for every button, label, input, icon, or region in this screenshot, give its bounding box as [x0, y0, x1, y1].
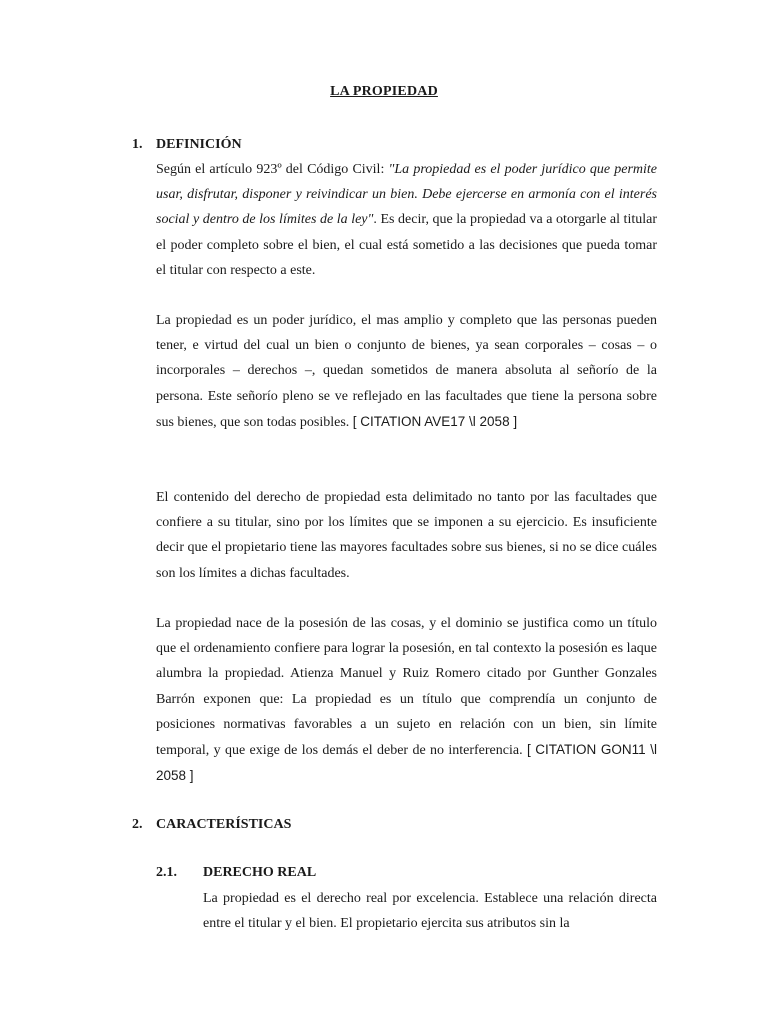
paragraph-definicion-3: El contenido del derecho de propiedad esta delimitado no tanto por las facultades que confiere a su titular, sino por los límites que se imponen a su ejercicio. Es insuficiente decir que el propietario tiene las mayores facultades sobre sus bienes, si no se dice cuáles son los límites a dichas facultades. — [156, 490, 657, 581]
document-title: LA PROPIEDAD — [330, 84, 438, 99]
paragraph-definicion-4 — [156, 611, 657, 789]
subsection-title: DERECHO REAL — [203, 865, 317, 880]
section-heading-caracteristicas — [132, 817, 291, 833]
citation-field: [ CITATION AVE17 \l 2058 ] — [352, 413, 518, 429]
section-number: 1. — [132, 137, 143, 152]
paragraph-rest: . Es decir, que la propiedad va a otorgarle al titular el poder completo sobre el bien, el cual está sometido a las decisiones que pueda tomar el titular con respecto a este. — [156, 212, 657, 278]
paragraph-definicion-1 — [156, 157, 657, 283]
paragraph-intro: Según el artículo 923º del Código Civil: — [156, 162, 389, 177]
section-heading-definicion — [132, 137, 242, 153]
paragraph-text: La propiedad nace de la posesión de las cosas, y el dominio se justifica como un título que el ordenamiento confiere para lograr la posesión, en tal contexto la posesión es laque alumbra la propiedad. Atienza Manuel y Ruiz Romero citado por Gunther Gonzales Barrón exponen que: La propiedad es un título que comprendía un conjunto de posiciones normativas favorables a un sujeto en relación con un bien, sin límite temporal, y que exige de los demás el deber de no interferencia. — [156, 616, 657, 759]
section-title: DEFINICIÓN — [156, 137, 242, 152]
paragraph-derecho-real-1: La propiedad es el derecho real por excelencia. Establece una relación directa entre el titular y el bien. El propietario ejercita sus atributos sin la — [203, 891, 657, 932]
legal-quote: "La propiedad es el poder jurídico que permite usar, disfrutar, disponer y reivindicar un bien. Debe ejercerse en armonía con el interés social y dentro de los límites de la ley" — [156, 162, 657, 228]
subsection-number: 2.1. — [156, 865, 177, 880]
paragraph-text: La propiedad es un poder jurídico, el mas amplio y completo que las personas pueden tener, e virtud del cual un bien o conjunto de bienes, ya sean corporales – cosas – o incorporales – derechos –, quedan sometidos de manera absoluta al señorío de la persona. Este señorío pleno se ve reflejado en las facultades que tiene la persona sobre sus bienes, que son todas posibles. — [156, 313, 657, 430]
subsection-heading-derecho-real — [156, 865, 316, 881]
paragraph-definicion-2 — [156, 308, 657, 435]
section-number: 2. — [132, 817, 143, 832]
section-title: CARACTERÍSTICAS — [156, 817, 292, 832]
citation-field: [ CITATION GON11 \l 2058 ] — [156, 742, 657, 784]
